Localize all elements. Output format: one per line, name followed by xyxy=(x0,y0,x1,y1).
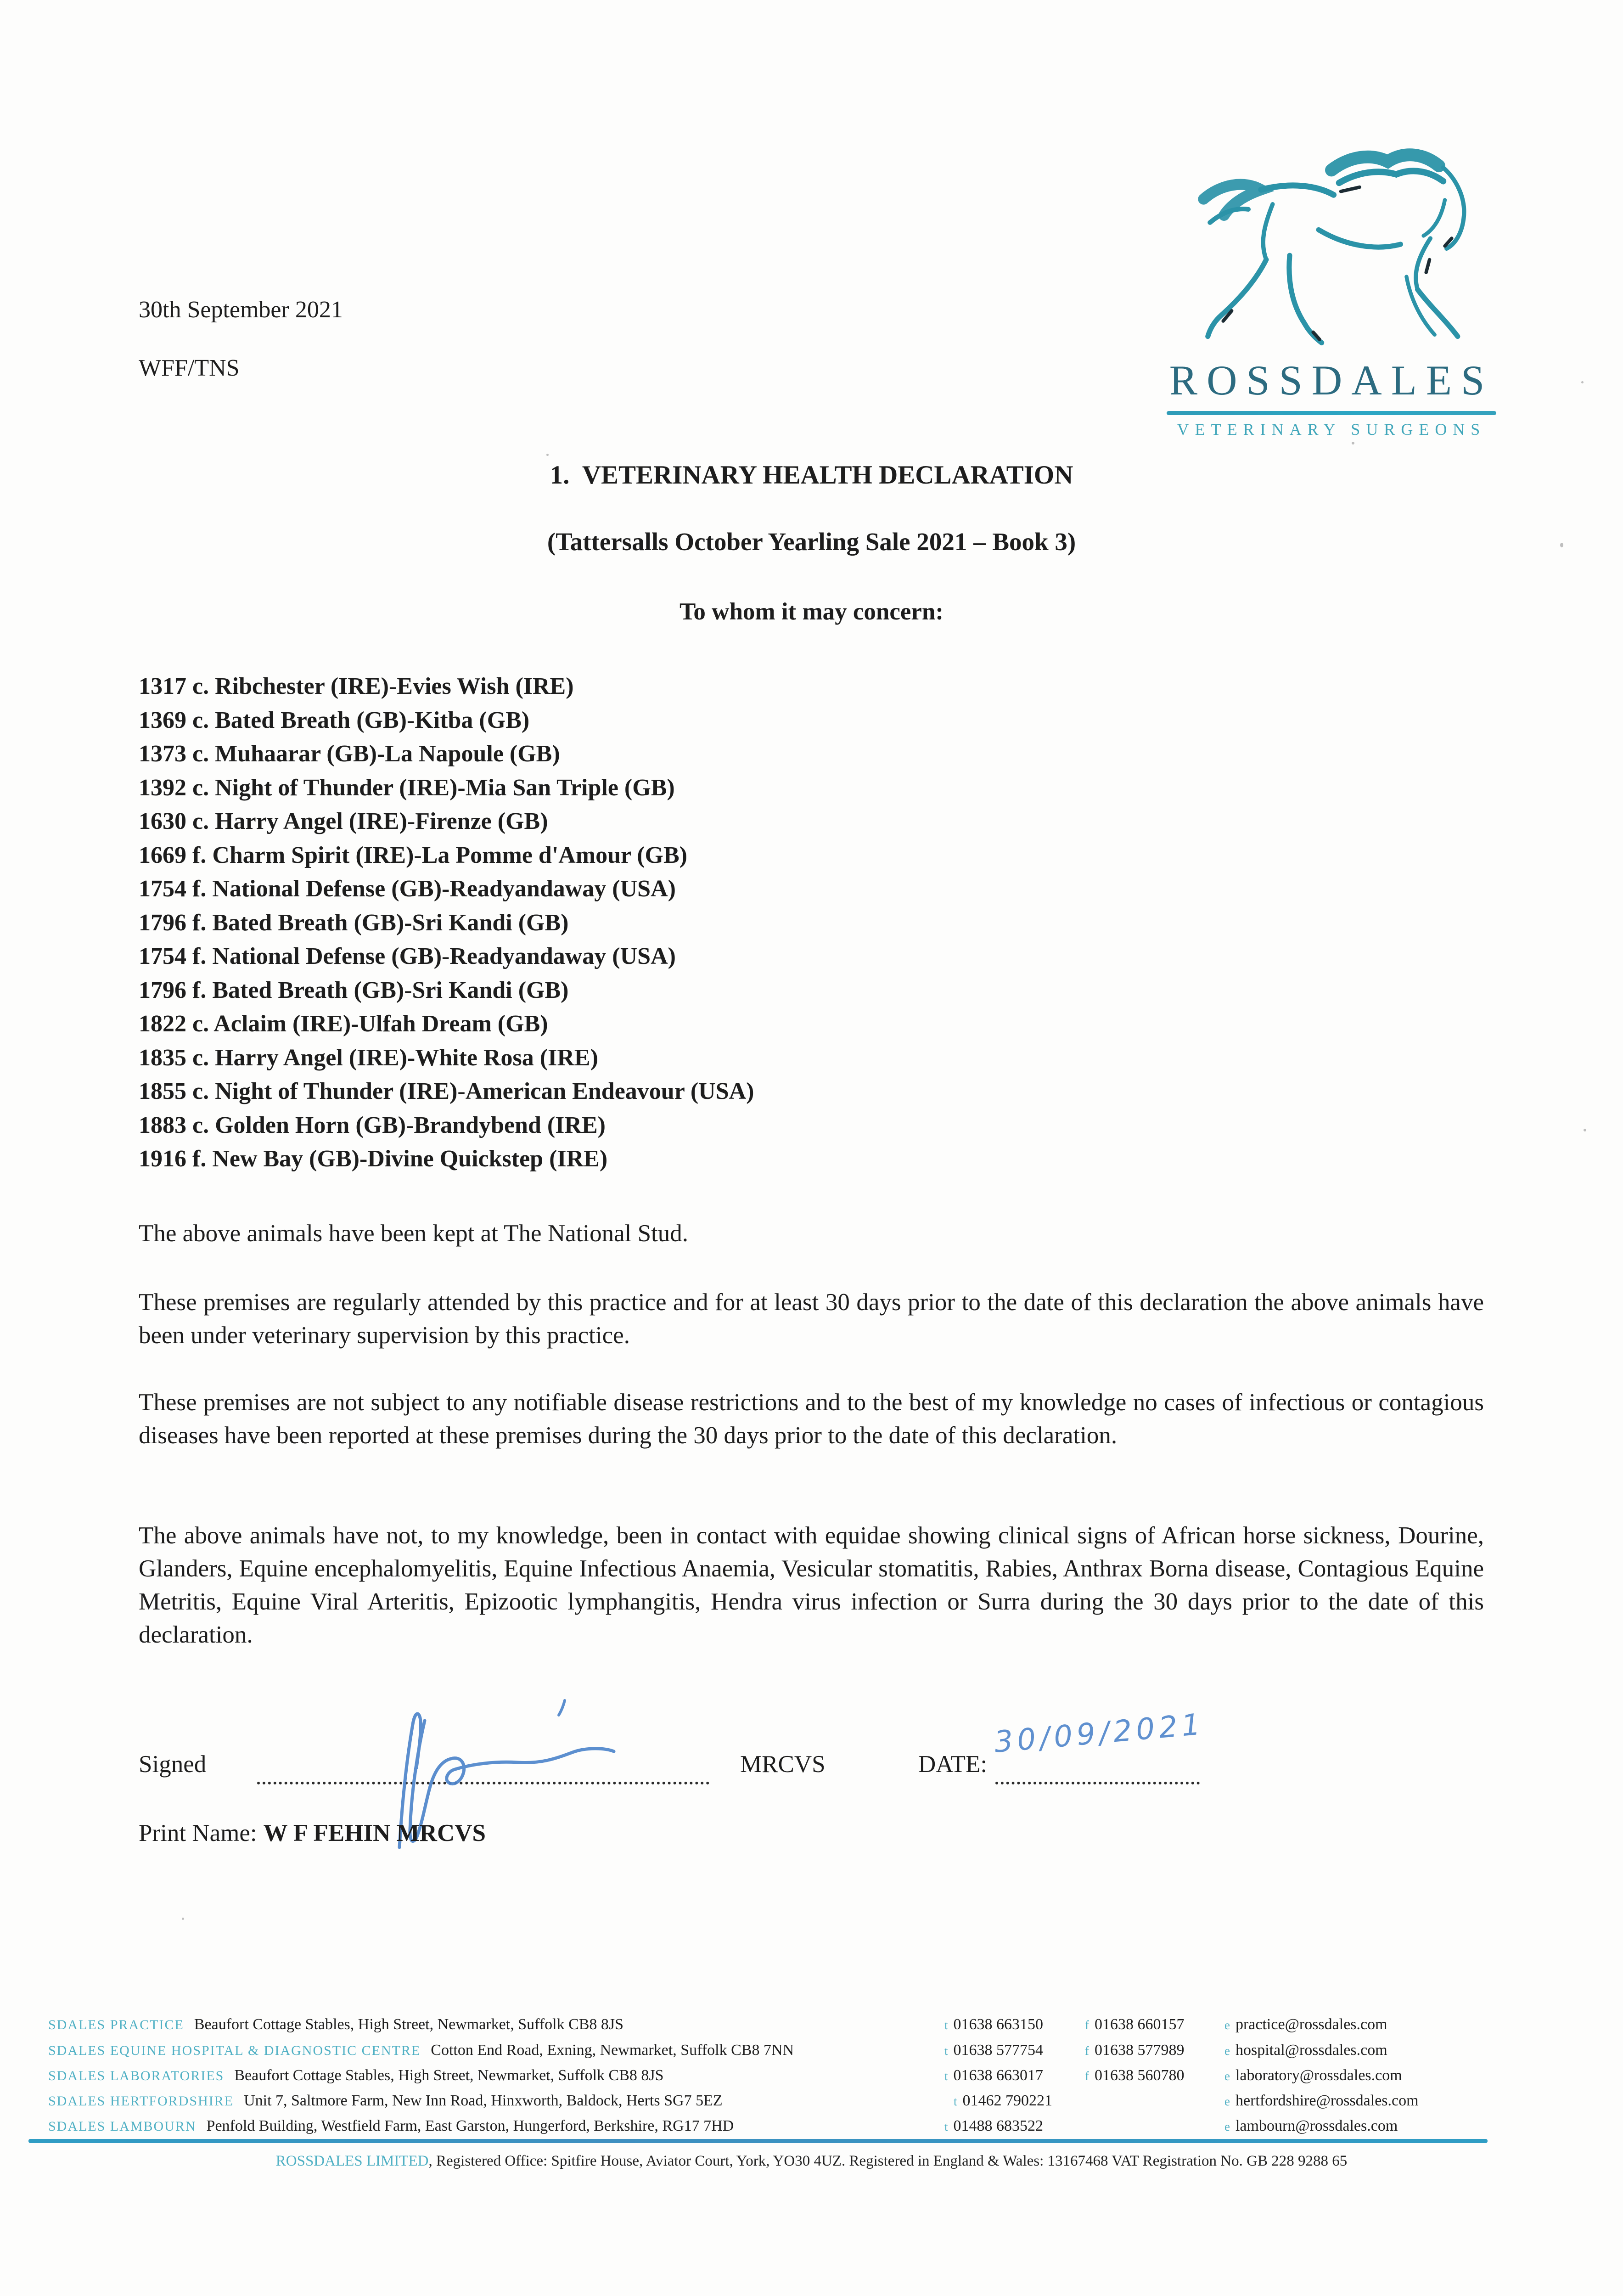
date-label: DATE: xyxy=(918,1751,988,1778)
footer-divider xyxy=(28,2139,1488,2143)
footer-row-laboratories xyxy=(48,2067,1623,2084)
print-name-label: Print Name: xyxy=(139,1820,257,1846)
lambourn-address: Penfold Building, Westfield Farm, East Garston, Hungerford, Berkshire, RG17 7HD xyxy=(206,2117,734,2134)
hospital-address: Cotton End Road, Exning, Newmarket, Suffolk CB8 7NN xyxy=(431,2042,794,2059)
email-prefix: e xyxy=(1224,2018,1230,2032)
hertfordshire-email: e hertfordshire@rossdales.com xyxy=(1224,2092,1419,2109)
email-prefix: e xyxy=(1224,2069,1230,2083)
footer-row-lambourn xyxy=(48,2117,1623,2135)
scan-speck xyxy=(1581,381,1584,383)
logo-underline xyxy=(1167,411,1496,415)
practice-email: e practice@rossdales.com xyxy=(1224,2016,1387,2033)
lambourn-tel: t 01488 683522 xyxy=(944,2117,1044,2134)
practice-fax: f 01638 660157 xyxy=(1085,2016,1185,2033)
scan-speck xyxy=(182,1918,184,1920)
email-prefix: e xyxy=(1224,2044,1230,2058)
footer-row-practice xyxy=(48,2016,1623,2033)
tel-prefix: t xyxy=(944,2018,948,2032)
horse-list-item: 1630 c. Harry Angel (IRE)-Firenze (GB) xyxy=(139,808,548,834)
horse-list-item: 1883 c. Golden Horn (GB)-Brandybend (IRE) xyxy=(139,1112,606,1138)
email-prefix: e xyxy=(1224,2120,1230,2133)
document-subtitle: (Tattersalls October Yearling Sale 2021 – Book 3) xyxy=(547,528,1076,556)
hospital-fax: f 01638 577989 xyxy=(1085,2042,1185,2059)
hospital-label: SDALES EQUINE HOSPITAL & DIAGNOSTIC CENTRE xyxy=(48,2043,421,2058)
scan-speck xyxy=(1584,1129,1586,1131)
print-name-value: W F FEHIN MRCVS xyxy=(263,1820,486,1846)
practice-tel: t 01638 663150 xyxy=(944,2016,1044,2033)
email-prefix: e xyxy=(1224,2094,1230,2108)
company-registration-line xyxy=(0,2153,1623,2170)
scan-speck xyxy=(1352,442,1354,445)
paragraph-no-restrictions: These premises are not subject to any notifiable disease restrictions and to the best of my knowledge no cases of infectious or contagious diseases have been reported at these premises during the 30 days prior to the date of this declaration. xyxy=(139,1389,1484,1449)
tel-prefix: t xyxy=(954,2094,957,2108)
date-line xyxy=(995,1755,1200,1784)
horse-list-item: 1796 f. Bated Breath (GB)-Sri Kandi (GB) xyxy=(139,977,569,1003)
horse-list-item: 1796 f. Bated Breath (GB)-Sri Kandi (GB) xyxy=(139,909,569,936)
horse-list-item: 1317 c. Ribchester (IRE)-Evies Wish (IRE) xyxy=(139,673,574,699)
paragraph-premises-attended: These premises are regularly attended by this practice and for at least 30 days prior to the date of this declaration the above animals have been under veterinary supervision by this practice. xyxy=(139,1289,1484,1349)
document-title: 1. VETERINARY HEALTH DECLARATION xyxy=(550,461,1073,490)
hospital-email: e hospital@rossdales.com xyxy=(1224,2042,1387,2059)
practice-address: Beaufort Cottage Stables, High Street, Newmarket, Suffolk CB8 8JS xyxy=(194,2016,624,2033)
print-name-row xyxy=(139,1819,486,1847)
lambourn-email: e lambourn@rossdales.com xyxy=(1224,2117,1398,2134)
horse-list-item: 1369 c. Bated Breath (GB)-Kitba (GB) xyxy=(139,707,530,733)
lambourn-label: SDALES LAMBOURN xyxy=(48,2119,197,2134)
footer-row-hospital xyxy=(48,2042,1623,2059)
laboratories-email: e laboratory@rossdales.com xyxy=(1224,2067,1402,2084)
company-name: ROSSDALES LIMITED xyxy=(275,2153,429,2169)
horse-list-item: 1835 c. Harry Angel (IRE)-White Rosa (IRE) xyxy=(139,1044,598,1071)
laboratories-address: Beaufort Cottage Stables, High Street, Newmarket, Suffolk CB8 8JS xyxy=(234,2067,664,2084)
scan-speck xyxy=(1560,543,1563,547)
horse-list-item: 1855 c. Night of Thunder (IRE)-American Endeavour (USA) xyxy=(139,1078,754,1104)
salutation: To whom it may concern: xyxy=(679,598,944,625)
horse-list-item: 1373 c. Muhaarar (GB)-La Napoule (GB) xyxy=(139,741,560,767)
signed-label: Signed xyxy=(139,1751,207,1778)
handwritten-date: 30/09/2021 xyxy=(993,1707,1206,1760)
tel-prefix: t xyxy=(944,2044,948,2058)
horse-list-item: 1754 f. National Defense (GB)-Readyandaway (USA) xyxy=(139,943,676,969)
horse-list-item: 1822 c. Aclaim (IRE)-Ulfah Dream (GB) xyxy=(139,1011,548,1037)
hertfordshire-label: SDALES HERTFORDSHIRE xyxy=(48,2093,234,2109)
hospital-tel: t 01638 577754 xyxy=(944,2042,1044,2059)
letter-date: 30th September 2021 xyxy=(139,297,343,323)
mrcvs-label: MRCVS xyxy=(740,1751,826,1778)
laboratories-tel: t 01638 663017 xyxy=(944,2067,1044,2084)
logo-wordmark: ROSSDALES xyxy=(1169,357,1494,404)
logo-tagline: VETERINARY SURGEONS xyxy=(1177,420,1486,439)
horse-list xyxy=(139,670,754,1176)
horse-list-item: 1916 f. New Bay (GB)-Divine Quickstep (IRE) xyxy=(139,1146,608,1172)
scan-speck xyxy=(546,454,549,456)
laboratories-label: SDALES LABORATORIES xyxy=(48,2068,225,2083)
tel-prefix: t xyxy=(944,2069,948,2083)
letter-reference: WFF/TNS xyxy=(139,355,240,381)
paragraph-disease-contact: The above animals have not, to my knowledge, been in contact with equidae showing clinical signs of African horse sickness, Dourine, Glanders, Equine encephalomyelitis, Equine Infectious Anaemia, Vesicular stomatitis, Rabies, Anthrax Borna disease, Contagious Equine Metritis, Equine Viral Arteritis, Epizootic lymphangitis, Hendra virus infection or Surra during the 30 days prior to the date of this declaration. xyxy=(139,1522,1484,1648)
hertfordshire-address: Unit 7, Saltmore Farm, New Inn Road, Hinxworth, Baldock, Herts SG7 5EZ xyxy=(244,2092,723,2109)
paragraph-kept-at: The above animals have been kept at The National Stud. xyxy=(139,1220,689,1247)
horse-list-item: 1392 c. Night of Thunder (IRE)-Mia San Triple (GB) xyxy=(139,774,675,801)
practice-label: SDALES PRACTICE xyxy=(48,2017,184,2032)
horse-list-item: 1754 f. National Defense (GB)-Readyandaway (USA) xyxy=(139,876,676,902)
hertfordshire-tel: t 01462 790221 xyxy=(954,2092,1053,2109)
company-registration-text: , Registered Office: Spitfire House, Aviator Court, York, YO30 4UZ. Registered in England & Wales: 13167468 VAT Registration No. GB 228 9288 65 xyxy=(428,2153,1348,2169)
footer-row-hertfordshire xyxy=(48,2092,1623,2110)
laboratories-fax: f 01638 560780 xyxy=(1085,2067,1185,2084)
fax-prefix: f xyxy=(1085,2044,1089,2058)
horse-list-item: 1669 f. Charm Spirit (IRE)-La Pomme d'Amour (GB) xyxy=(139,842,687,868)
fax-prefix: f xyxy=(1085,2069,1089,2083)
rossdales-logo xyxy=(1164,131,1499,439)
leaping-horse-icon xyxy=(1171,131,1492,370)
tel-prefix: t xyxy=(944,2120,948,2133)
fax-prefix: f xyxy=(1085,2018,1089,2032)
